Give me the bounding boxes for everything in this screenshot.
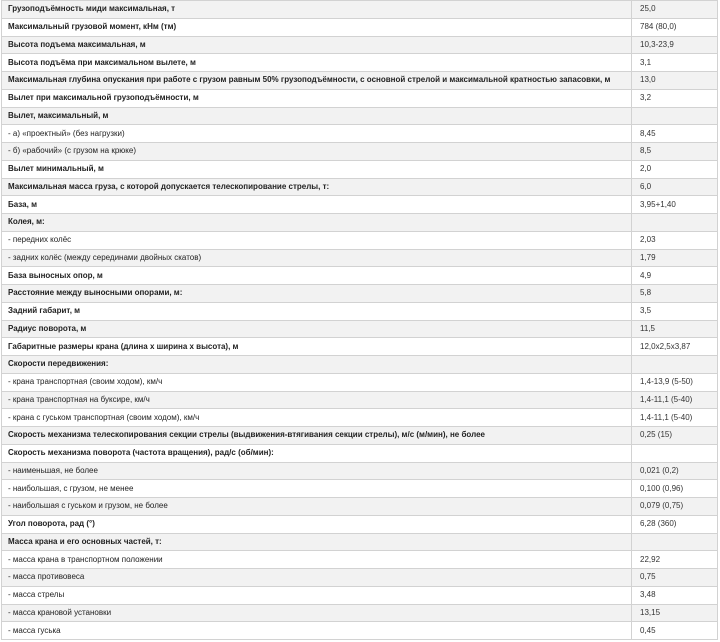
table-row: [2, 515, 718, 533]
row-value: 3,2: [632, 89, 718, 107]
row-value: [632, 444, 718, 462]
table-row: [2, 267, 718, 285]
table-row: [2, 427, 718, 445]
row-value: 0,45: [632, 622, 718, 640]
row-label: - крана транспортная (своим ходом), км/ч: [2, 373, 632, 391]
row-value: 3,5: [632, 302, 718, 320]
row-label: Максимальная масса груза, с которой допускается телескопирование стрелы, т:: [2, 178, 632, 196]
row-label: Угол поворота, рад (°): [2, 515, 632, 533]
row-label: Высота подъёма при максимальном вылете, м: [2, 54, 632, 72]
row-label: - крана с гуськом транспортная (своим ходом), км/ч: [2, 409, 632, 427]
table-row: [2, 338, 718, 356]
row-label: Габаритные размеры крана (длина х ширина х высота), м: [2, 338, 632, 356]
row-label: База выносных опор, м: [2, 267, 632, 285]
table-row: [2, 391, 718, 409]
table-row: [2, 604, 718, 622]
row-value: 6,28 (360): [632, 515, 718, 533]
specs-table-container: [1, 0, 717, 640]
table-row: [2, 373, 718, 391]
row-label: Грузоподъёмность миди максимальная, т: [2, 1, 632, 19]
row-label: - а) «проектный» (без нагрузки): [2, 125, 632, 143]
row-value: 0,100 (0,96): [632, 480, 718, 498]
table-row: [2, 125, 718, 143]
row-value: 1,79: [632, 249, 718, 267]
row-label: Расстояние между выносными опорами, м:: [2, 285, 632, 303]
row-value: [632, 214, 718, 232]
row-label: Максимальный грузовой момент, кНм (тм): [2, 18, 632, 36]
row-label: - масса крана в транспортном положении: [2, 551, 632, 569]
table-row: [2, 214, 718, 232]
table-row: [2, 622, 718, 640]
row-value: 3,48: [632, 586, 718, 604]
row-value: 784 (80,0): [632, 18, 718, 36]
table-row: [2, 551, 718, 569]
row-value: 0,25 (15): [632, 427, 718, 445]
row-value: 3,95+1,40: [632, 196, 718, 214]
table-row: [2, 160, 718, 178]
row-value: 2,03: [632, 231, 718, 249]
row-value: 5,8: [632, 285, 718, 303]
row-value: 10,3-23,9: [632, 36, 718, 54]
row-value: 8,45: [632, 125, 718, 143]
row-value: 4,9: [632, 267, 718, 285]
row-value: 6,0: [632, 178, 718, 196]
specs-table: [1, 0, 718, 640]
row-label: - наибольшая, с грузом, не менее: [2, 480, 632, 498]
row-label: - наибольшая с гуськом и грузом, не более: [2, 498, 632, 516]
row-label: - масса противовеса: [2, 569, 632, 587]
row-value: 8,5: [632, 143, 718, 161]
row-value: 1,4-11,1 (5-40): [632, 391, 718, 409]
table-row: [2, 356, 718, 374]
table-row: [2, 480, 718, 498]
row-value: 12,0х2,5х3,87: [632, 338, 718, 356]
table-row: [2, 320, 718, 338]
table-row: [2, 72, 718, 90]
table-row: [2, 249, 718, 267]
row-label: Масса крана и его основных частей, т:: [2, 533, 632, 551]
row-value: 2,0: [632, 160, 718, 178]
row-label: Скорость механизма телескопирования секции стрелы (выдвижения-втягивания секции стрелы), м/с (м/мин), не более: [2, 427, 632, 445]
table-row: [2, 498, 718, 516]
specs-table-body: [2, 1, 718, 640]
row-label: Вылет, максимальный, м: [2, 107, 632, 125]
row-value: [632, 107, 718, 125]
row-label: Колея, м:: [2, 214, 632, 232]
table-row: [2, 54, 718, 72]
row-label: - передних колёс: [2, 231, 632, 249]
row-label: Скорость механизма поворота (частота вращения), рад/с (об/мин):: [2, 444, 632, 462]
row-label: - наименьшая, не более: [2, 462, 632, 480]
row-label: Задний габарит, м: [2, 302, 632, 320]
row-value: 0,079 (0,75): [632, 498, 718, 516]
table-row: [2, 302, 718, 320]
table-row: [2, 1, 718, 19]
table-row: [2, 285, 718, 303]
table-row: [2, 569, 718, 587]
row-label: - б) «рабочий» (с грузом на крюке): [2, 143, 632, 161]
table-row: [2, 462, 718, 480]
table-row: [2, 107, 718, 125]
row-value: 11,5: [632, 320, 718, 338]
row-label: - крана транспортная на буксире, км/ч: [2, 391, 632, 409]
row-label: - задних колёс (между серединами двойных скатов): [2, 249, 632, 267]
row-value: 25,0: [632, 1, 718, 19]
row-value: 1,4-11,1 (5-40): [632, 409, 718, 427]
table-row: [2, 143, 718, 161]
row-value: 13,15: [632, 604, 718, 622]
table-row: [2, 409, 718, 427]
row-label: Максимальная глубина опускания при работе с грузом равным 50% грузоподъёмности, с основной стрелой и максимальной кратностью запасовки, м: [2, 72, 632, 90]
row-value: 1,4-13,9 (5-50): [632, 373, 718, 391]
table-row: [2, 178, 718, 196]
row-label: Скорости передвижения:: [2, 356, 632, 374]
row-value: 3,1: [632, 54, 718, 72]
table-row: [2, 89, 718, 107]
row-label: - масса стрелы: [2, 586, 632, 604]
row-label: Радиус поворота, м: [2, 320, 632, 338]
row-value: [632, 533, 718, 551]
table-row: [2, 533, 718, 551]
row-value: 13,0: [632, 72, 718, 90]
row-value: [632, 356, 718, 374]
row-value: 0,021 (0,2): [632, 462, 718, 480]
table-row: [2, 586, 718, 604]
row-label: Высота подъема максимальная, м: [2, 36, 632, 54]
table-row: [2, 36, 718, 54]
row-label: - масса гуська: [2, 622, 632, 640]
row-label: Вылет при максимальной грузоподъёмности, м: [2, 89, 632, 107]
row-label: Вылет минимальный, м: [2, 160, 632, 178]
table-row: [2, 231, 718, 249]
table-row: [2, 444, 718, 462]
row-value: 22,92: [632, 551, 718, 569]
table-row: [2, 18, 718, 36]
row-label: - масса крановой установки: [2, 604, 632, 622]
row-value: 0,75: [632, 569, 718, 587]
table-row: [2, 196, 718, 214]
row-label: База, м: [2, 196, 632, 214]
